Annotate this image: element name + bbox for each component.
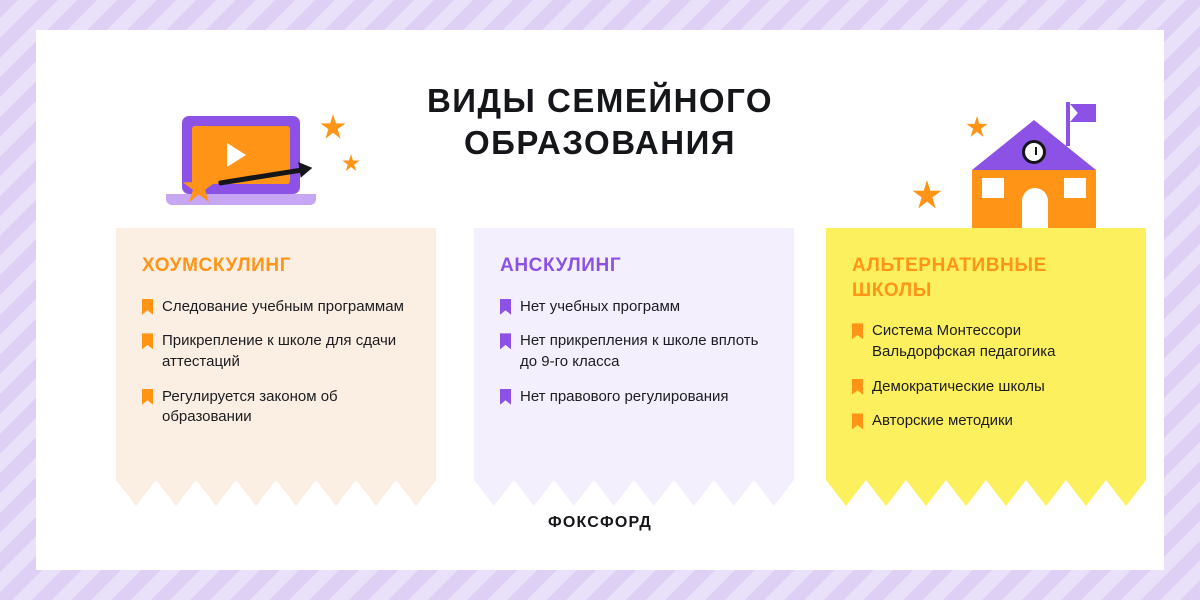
page-title-line-2: ОБРАЗОВАНИЯ [463,124,737,162]
school-window-left [982,178,1004,198]
brand-logo: ФОКСФОРД [548,514,652,531]
play-icon [227,143,246,167]
panel-zigzag-edge [826,478,1146,506]
panel-body [474,228,794,478]
clock-icon [1022,140,1046,164]
page-title-line-1: ВИДЫ СЕМЕЙНОГО [426,82,774,119]
bookmark-bullet-icon [500,333,511,349]
school-window-right [1064,178,1086,198]
panel-zigzag-edge [116,478,436,506]
column-heading: ХОУМСКУЛИНГ [142,255,292,276]
bookmark-bullet-icon [142,333,153,349]
list-item [852,411,1120,432]
bookmark-bullet-icon [142,299,153,315]
bookmark-bullet-icon [852,413,863,429]
list-item-label: Авторские методики [872,412,1013,430]
list-item [852,377,1120,398]
column-heading: АЛЬТЕРНАТИВНЫЕ ШКОЛЫ [852,255,1047,301]
school-building-icon [936,92,1126,227]
list-item [142,331,410,372]
school-door [1022,188,1048,232]
list-item [500,331,768,372]
list-item-label: Нет прикрепления к школе вплоть до 9-го класса [520,332,759,371]
laptop-base [166,194,316,205]
list-item [142,387,410,428]
list-item-label: Нет правового регулирования [520,387,729,405]
panel-body [116,228,436,478]
column-alternative-schools [826,228,1146,506]
list-item [142,297,410,318]
laptop-video-icon [154,108,344,223]
list-item-label: Нет учебных программ [520,297,681,315]
column-homeschooling [116,228,436,506]
column-heading: АНСКУЛИНГ [500,255,622,276]
poster-card [36,30,1164,570]
panel-zigzag-edge [474,478,794,506]
bookmark-bullet-icon [500,389,511,405]
list-item [852,321,1120,362]
bookmark-bullet-icon [852,323,863,339]
list-item-label: Демократические школы [872,377,1045,395]
list-item [500,387,768,408]
panel-body [826,228,1146,478]
list-item-label: Следование учебным программам [162,297,404,315]
bookmark-bullet-icon [500,299,511,315]
bookmark-bullet-icon [142,389,153,405]
list-item-label: Прикрепление к школе для сдачи аттестаций [162,332,397,371]
bookmark-bullet-icon [852,379,863,395]
list-item-label: Регулируется законом об образовании [162,387,338,426]
column-unschooling [474,228,794,506]
list-item-label: Система Монтессори Вальдорфская педагогика [872,322,1056,361]
list-item [500,297,768,318]
